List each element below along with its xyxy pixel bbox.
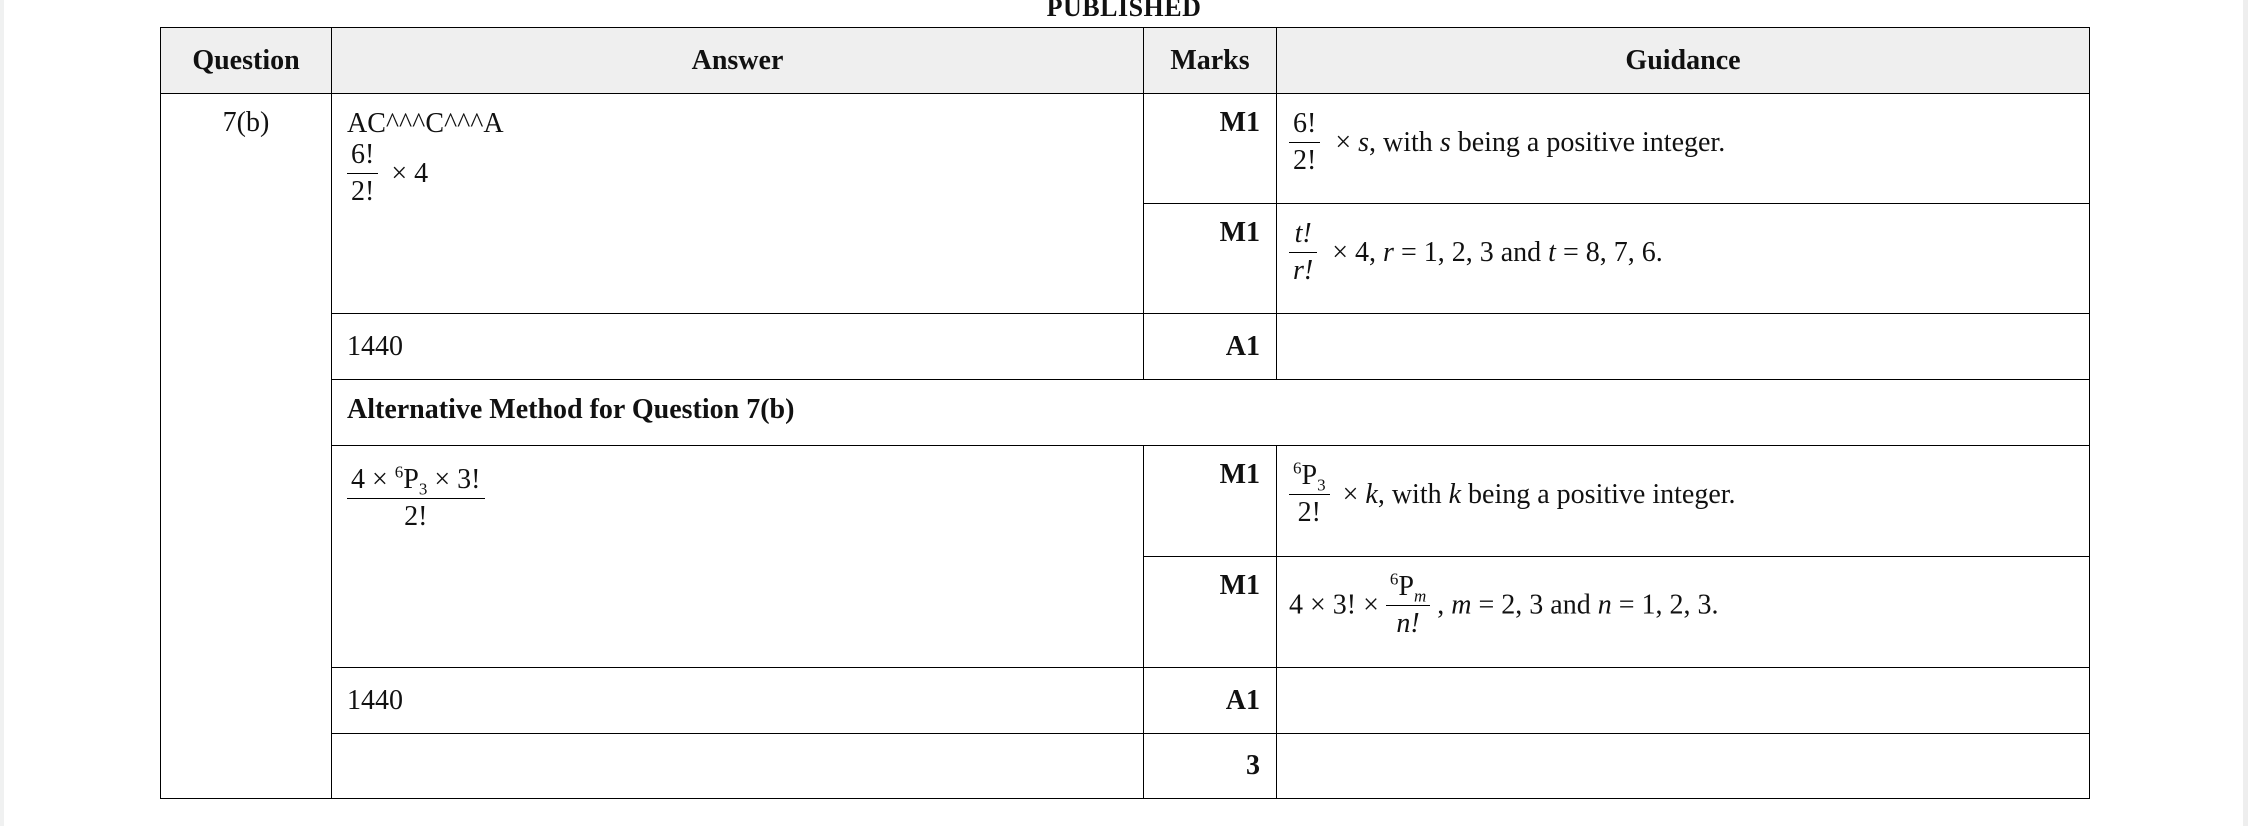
text-span: ×: [1335, 126, 1359, 158]
variable: t: [1548, 236, 1556, 268]
fraction-denominator: 2!: [1289, 494, 1330, 531]
table-row: [161, 314, 2090, 380]
right-margin-strip: [2243, 0, 2248, 826]
fraction-denominator: [1386, 605, 1430, 642]
text-span: P: [1301, 460, 1318, 491]
fraction-numerator: [1289, 216, 1317, 252]
variable: n!: [1396, 608, 1420, 639]
guidance-text: [1332, 237, 1663, 268]
variable: m: [1413, 586, 1427, 606]
table-row: [161, 734, 2090, 799]
empty-answer: [332, 734, 1144, 799]
variable: k: [1448, 478, 1462, 510]
table-row: [161, 446, 2090, 557]
mark-scheme-table: [160, 27, 2090, 799]
fraction-numerator: [1289, 458, 1330, 494]
fraction-numerator: [1386, 569, 1430, 605]
variable: t!: [1294, 218, 1312, 249]
guidance-prefix: 4 × 3! ×: [1289, 589, 1379, 621]
guidance-fraction: [1289, 458, 1330, 531]
guidance-fraction: [1289, 216, 1317, 289]
method2-answer: 1440: [332, 668, 1144, 734]
text-span: being a positive integer.: [1450, 126, 1726, 158]
text-span: × 4,: [1332, 236, 1384, 268]
fraction-multiplier: × 4: [391, 157, 429, 189]
text-span: P: [1398, 571, 1414, 602]
subscript: [1414, 587, 1426, 606]
col-header-guidance: Guidance: [1277, 28, 2090, 94]
superscript: 6: [1293, 458, 1302, 478]
method2-mark3: A1: [1144, 668, 1277, 734]
fraction-denominator: 2!: [1289, 142, 1320, 179]
text-span: 4 ×: [351, 464, 395, 495]
text-span: = 1, 2, 3.: [1611, 589, 1719, 621]
empty-guidance: [1277, 314, 2090, 380]
subscript: 3: [1317, 475, 1326, 495]
fraction-numerator: [347, 462, 485, 498]
method1-answer: 1440: [332, 314, 1144, 380]
method2-guidance2: [1277, 557, 2090, 668]
method2-guidance1: [1277, 446, 2090, 557]
empty-guidance: [1277, 734, 2090, 799]
method1-line1: AC^^^C^^^A: [347, 108, 504, 139]
method1-mark2: M1: [1144, 204, 1277, 314]
text-span: = 1, 2, 3 and: [1393, 236, 1549, 268]
variable: r!: [1293, 255, 1314, 286]
header-row: [161, 28, 2090, 94]
method1-mark3: A1: [1144, 314, 1277, 380]
fraction-denominator: 2!: [347, 173, 378, 210]
text-span: P: [403, 464, 419, 495]
method2-mark2: M1: [1144, 557, 1277, 668]
variable: k: [1365, 478, 1378, 510]
superscript: 6: [394, 462, 404, 482]
alternative-method-title: Alternative Method for Question 7(b): [332, 380, 2090, 446]
variable: m: [1451, 589, 1472, 621]
method1-mark1: M1: [1144, 94, 1277, 204]
table-row: [161, 94, 2090, 204]
left-margin-strip: [0, 0, 4, 826]
total-marks: 3: [1144, 734, 1277, 799]
col-header-answer: Answer: [332, 28, 1144, 94]
variable: s: [1439, 126, 1451, 158]
text-span: = 8, 7, 6.: [1555, 236, 1663, 268]
table-row: [161, 668, 2090, 734]
text-span: , with: [1369, 126, 1440, 158]
page-header: PUBLISHED: [1046, 0, 1202, 22]
fraction-numerator: 6!: [351, 139, 375, 170]
guidance-text: [1343, 479, 1736, 510]
variable: s: [1358, 126, 1370, 158]
text-span: being a positive integer.: [1461, 478, 1736, 510]
fraction-denominator: [1289, 252, 1317, 289]
text-span: , with: [1377, 478, 1449, 510]
col-header-marks: Marks: [1144, 28, 1277, 94]
method1-working: [332, 94, 1144, 314]
subscript: 3: [418, 479, 428, 499]
text-span: = 2, 3 and: [1471, 589, 1598, 621]
variable: n: [1597, 589, 1612, 621]
col-header-question: Question: [161, 28, 332, 94]
method2-working: [332, 446, 1144, 668]
guidance-text: [1335, 127, 1725, 158]
guidance-fraction: [1386, 569, 1430, 642]
method1-fraction: [347, 137, 378, 210]
text-span: ×: [1342, 478, 1366, 510]
table-row: [161, 380, 2090, 446]
method1-guidance1: [1277, 94, 2090, 204]
fraction-denominator: 2!: [347, 498, 485, 535]
guidance-text: [1437, 590, 1718, 621]
question-number: 7(b): [161, 94, 332, 799]
method1-guidance2: [1277, 204, 2090, 314]
guidance-fraction: [1289, 106, 1320, 179]
empty-guidance: [1277, 668, 2090, 734]
superscript: 6: [1389, 569, 1399, 589]
fraction-numerator: 6!: [1293, 108, 1317, 139]
method2-fraction: [347, 462, 485, 535]
method2-mark1: M1: [1144, 446, 1277, 557]
method1-expression: [347, 137, 1143, 210]
variable: r: [1383, 236, 1394, 268]
text-span: × 3!: [427, 464, 481, 495]
text-span: ,: [1437, 589, 1452, 621]
